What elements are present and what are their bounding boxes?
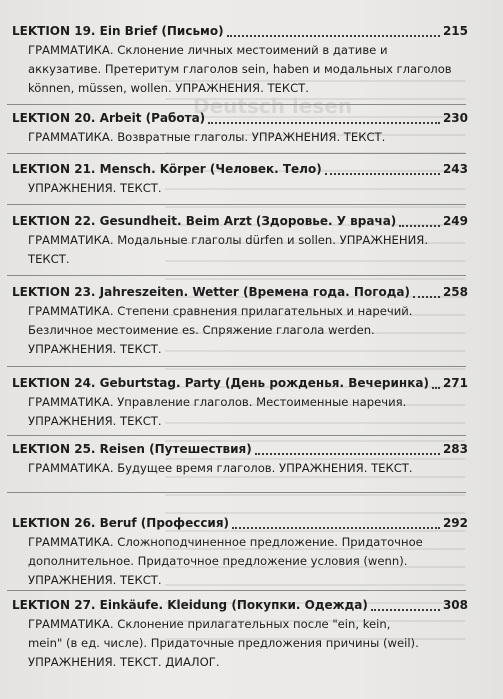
page-number: 249: [442, 214, 468, 228]
lesson-title: LEKTION 23. Jahreszeiten. Wetter (Времена года. Погода): [12, 285, 410, 299]
lesson-title: LEKTION 22. Gesundheit. Beim Arzt (Здоровье. У врача): [12, 214, 397, 228]
toc-entry-26: [12, 514, 468, 590]
page-number: 243: [442, 162, 468, 176]
page-number: 230: [442, 111, 468, 125]
toc-entry-21: [12, 160, 468, 198]
dot-leader: [227, 25, 440, 37]
bleed-through-title: Deutsch lesen: [193, 94, 353, 118]
toc-entry-heading: [12, 109, 468, 128]
description-line: аккузативе. Претеритум глаголов sein, haben и модальных глаголов: [28, 62, 452, 76]
toc-entry-description: [28, 459, 468, 478]
description-line: ГРАММАТИКА. Управление глаголов. Местоименные наречия.: [28, 395, 407, 409]
divider: [7, 590, 466, 591]
toc-entry-description: [28, 302, 468, 359]
description-line: ГРАММАТИКА. Склонение прилагательных после "ein, kein,: [28, 617, 391, 631]
description-line: mein" (в ед. числе). Придаточные предложения причины (weil).: [28, 636, 419, 650]
page-number: 258: [442, 285, 468, 299]
page-number: 271: [442, 376, 468, 390]
description-line: ГРАММАТИКА. Сложноподчиненное предложение. Придаточное: [28, 535, 423, 549]
page-number: 215: [442, 24, 468, 38]
description-line: ГРАММАТИКА. Будущее время глаголов. УПРАЖНЕНИЯ. ТЕКСТ.: [28, 461, 413, 475]
divider: [7, 492, 466, 493]
description-line: дополнительное. Придаточное предложение условия (wenn).: [28, 554, 408, 568]
description-line: УПРАЖНЕНИЯ. ТЕКСТ. ДИАЛОГ.: [28, 655, 220, 669]
toc-entry-heading: [12, 283, 468, 302]
toc-entry-heading: [12, 160, 468, 179]
description-line: УПРАЖНЕНИЯ. ТЕКСТ.: [28, 342, 162, 356]
toc-entry-20: [12, 109, 468, 147]
dot-leader: [325, 163, 440, 175]
description-line: Безличное местоимение es. Спряжение глагола werden.: [28, 323, 375, 337]
description-line: können, müssen, wollen. УПРАЖНЕНИЯ. ТЕКСТ.: [28, 81, 309, 95]
toc-entry-description: [28, 533, 468, 590]
divider: [7, 435, 466, 436]
toc-entry-description: [28, 615, 468, 672]
lesson-title: LEKTION 27. Einkäufe. Kleidung (Покупки. Одежда): [12, 598, 368, 612]
lesson-title: LEKTION 24. Geburtstag. Party (День рожденья. Вечеринка): [12, 376, 429, 390]
toc-entry-description: [28, 231, 468, 269]
toc-entry-heading: [12, 440, 468, 459]
toc-entry-25: [12, 440, 468, 478]
dot-leader: [432, 377, 440, 389]
toc-entry-description: [28, 393, 468, 431]
toc-entry-heading: [12, 212, 468, 231]
divider: [7, 275, 466, 276]
dot-leader: [255, 443, 440, 455]
page-number: 292: [442, 516, 468, 530]
toc-entry-19: [12, 22, 468, 98]
dot-leader: [371, 599, 440, 611]
description-line: УПРАЖНЕНИЯ. ТЕКСТ.: [28, 181, 162, 195]
divider: [7, 104, 466, 105]
toc-entry-27: [12, 596, 468, 672]
toc-entry-22: [12, 212, 468, 269]
lesson-title: LEKTION 19. Ein Brief (Письмо): [12, 24, 224, 38]
dot-leader: [208, 112, 440, 124]
description-line: УПРАЖНЕНИЯ. ТЕКСТ.: [28, 573, 162, 587]
description-line: ГРАММАТИКА. Модальные глаголы dürfen и sollen. УПРАЖНЕНИЯ.: [28, 233, 429, 247]
dot-leader: [399, 215, 440, 227]
toc-entry-description: [28, 128, 468, 147]
lesson-title: LEKTION 26. Beruf (Профессия): [12, 516, 230, 530]
toc-entry-24: [12, 374, 468, 431]
description-line: ГРАММАТИКА. Степени сравнения прилагательных и наречий.: [28, 304, 413, 318]
toc-entry-heading: [12, 374, 468, 393]
dot-leader: [413, 286, 440, 298]
lesson-title: LEKTION 25. Reisen (Путешествия): [12, 442, 252, 456]
toc-entry-23: [12, 283, 468, 359]
lesson-title: LEKTION 21. Mensch. Körper (Человек. Тело): [12, 162, 322, 176]
description-line: ГРАММАТИКА. Склонение личных местоимений в дативе и: [28, 43, 388, 57]
divider: [7, 153, 466, 154]
dot-leader: [232, 517, 440, 529]
toc-entry-description: [28, 41, 468, 98]
page-number: 308: [442, 598, 468, 612]
description-line: УПРАЖНЕНИЯ. ТЕКСТ.: [28, 414, 162, 428]
toc-entry-heading: [12, 596, 468, 615]
lesson-title: LEKTION 20. Arbeit (Работа): [12, 111, 206, 125]
toc-entry-heading: [12, 514, 468, 533]
toc-entry-heading: [12, 22, 468, 41]
toc-entry-description: [28, 179, 468, 198]
description-line: ТЕКСТ.: [28, 252, 70, 266]
page-number: 283: [442, 442, 468, 456]
divider: [7, 366, 466, 367]
description-line: ГРАММАТИКА. Возвратные глаголы. УПРАЖНЕНИЯ. ТЕКСТ.: [28, 130, 386, 144]
divider: [7, 204, 466, 205]
